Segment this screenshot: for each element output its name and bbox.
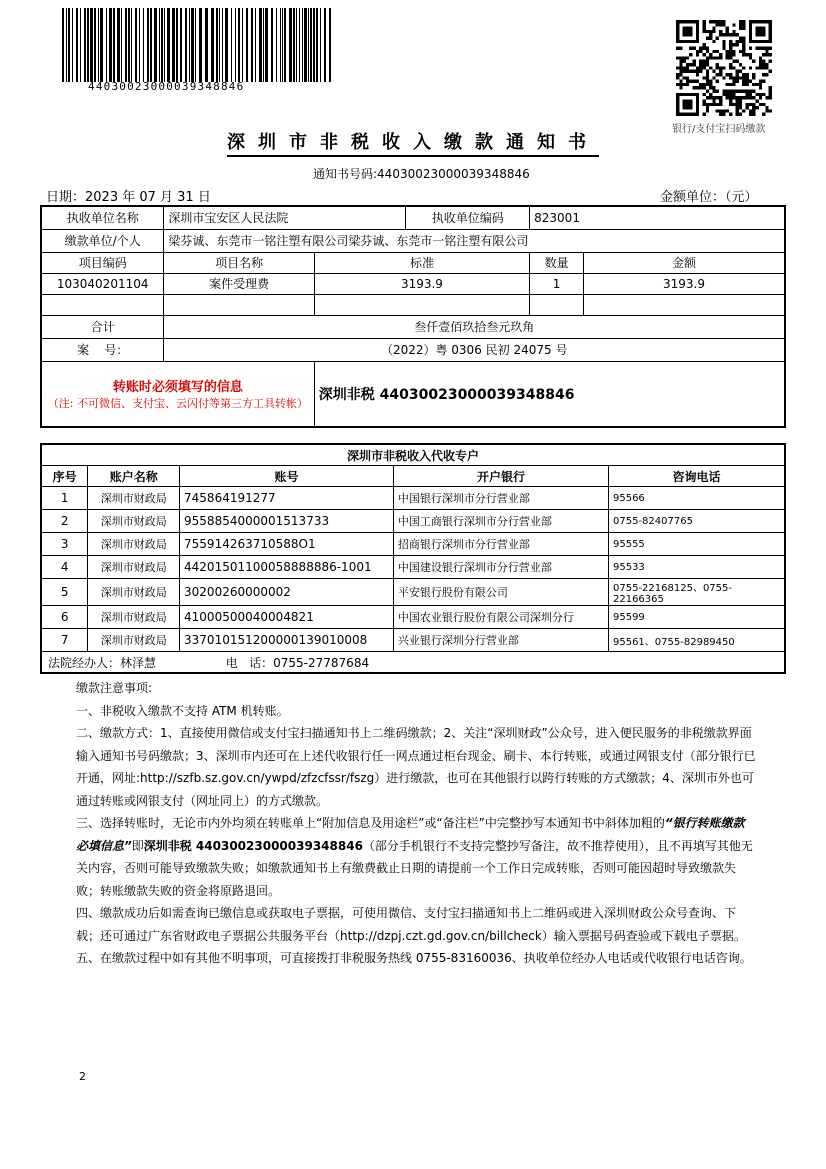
- account-phone: 95561、0755-82989450: [608, 629, 785, 652]
- account-number: 745864191277: [180, 487, 394, 510]
- account-bank: 兴业银行深圳分行营业部: [393, 629, 608, 652]
- col-no: 序号: [41, 466, 88, 487]
- account-no: 7: [41, 629, 88, 652]
- barcode: [62, 8, 340, 82]
- account-name: 深圳市财政局: [88, 606, 180, 629]
- account-name: 深圳市财政局: [88, 510, 180, 533]
- account-number: 41000500040004821: [180, 606, 394, 629]
- payment-table: [40, 205, 786, 428]
- account-phone: 95566: [608, 487, 785, 510]
- table-row: [41, 273, 785, 294]
- handler-label: 法院经办人：: [48, 655, 121, 670]
- transfer-info-value: 深圳非税 44030023000039348846: [314, 361, 785, 427]
- note-1: 一、非税收入缴款不支持 ATM 机转账。: [76, 703, 289, 718]
- col-quantity: 数量: [530, 252, 584, 273]
- transfer-info-title: 转账时必须填写的信息: [112, 380, 243, 396]
- table-row: [41, 487, 785, 510]
- account-bank: 中国建设银行深圳市分行营业部: [393, 556, 608, 579]
- payer-label: 缴款单位/个人: [41, 229, 164, 252]
- col-phone: 咨询电话: [608, 466, 785, 487]
- phone-label: 电 话：: [225, 655, 274, 670]
- issue-date: 日期：2023 年 07 月 31 日: [46, 190, 211, 205]
- table-row: [41, 510, 785, 533]
- payee-value: 深圳市宝安区人民法院: [164, 206, 406, 229]
- table-row: [41, 606, 785, 629]
- account-number: 337010151200000139010008: [180, 629, 394, 652]
- page-title: 深圳市非税收入缴款通知书: [0, 128, 826, 154]
- transfer-info-cell: [41, 361, 314, 427]
- payee-code-label: 执收单位编码: [406, 206, 530, 229]
- total-label: 合计: [41, 315, 164, 338]
- item-quantity: 1: [530, 273, 584, 294]
- account-no: 6: [41, 606, 88, 629]
- notes-heading: 缴款注意事项:: [76, 681, 153, 695]
- case-value: （2022）粤 0306 民初 24075 号: [164, 338, 785, 361]
- item-name: 案件受理费: [164, 273, 314, 294]
- account-number: 9558854000001513733: [180, 510, 394, 533]
- note-2: 二、缴款方式：1、直接使用微信或支付宝扫描通知书上二维码缴款；2、关注“深圳财政”公众号，进入便民服务的非税缴款界面输入通知书号码缴款；3、深圳市内还可在上述代收银行任一网点通过柜台现金、刷卡、本行转账，或通过网银支付（部分银行已开通，网址:http://szfb.sz.gov.cn/ywpd/zfzcfssr/fszg）进行缴款，也可在其他银行以跨行转账的方式缴款；4、深圳市外也可通过转账或网银支付（网址同上）的方式缴款。: [76, 726, 756, 808]
- table-row: [41, 294, 785, 315]
- account-bank: 中国农业银行股份有限公司深圳分行: [393, 606, 608, 629]
- table-row: [41, 556, 785, 579]
- account-no: 5: [41, 579, 88, 606]
- item-amount: 3193.9: [584, 273, 785, 294]
- note-5: 五、在缴款过程中如有其他不明事项，可直接拨打非税服务热线 0755-83160036、执收单位经办人电话或代收银行电话咨询。: [76, 951, 752, 965]
- account-no: 2: [41, 510, 88, 533]
- phone-value: 0755-27787684: [273, 655, 370, 670]
- col-account-number: 账号: [180, 466, 394, 487]
- col-item-name: 项目名称: [164, 252, 314, 273]
- payee-label: 执收单位名称: [41, 206, 164, 229]
- col-amount: 金额: [584, 252, 785, 273]
- handler-name: 林泽慧: [120, 655, 157, 670]
- account-no: 1: [41, 487, 88, 510]
- account-phone: 95599: [608, 606, 785, 629]
- account-phone: 0755-22168125、0755-22166365: [608, 579, 785, 606]
- table-row: [41, 579, 785, 606]
- accounts-title: 深圳市非税收入代收专户: [41, 444, 785, 466]
- table-row: [41, 533, 785, 556]
- col-standard: 标准: [314, 252, 529, 273]
- barcode-number: 44030023000039348846: [88, 80, 245, 93]
- payee-code-value: 823001: [530, 206, 785, 229]
- col-item-code: 项目编码: [41, 252, 164, 273]
- payment-notes: [76, 677, 756, 970]
- accounts-table: [40, 443, 786, 674]
- qr-caption: 银行/支付宝扫码缴款: [672, 124, 766, 135]
- handler-row: [41, 652, 785, 674]
- notice-number: 通知书号码:44030023000039348846: [313, 167, 530, 181]
- account-no: 3: [41, 533, 88, 556]
- account-no: 4: [41, 556, 88, 579]
- note-3: 三、选择转账时，无论市内外均须在转账单上“附加信息及用途栏”或“备注栏”中完整抄写本通知书中斜体加粗的“银行转账缴款必填信息”即深圳非税 44030023000039348846（部分手机银行不支持完整抄写备注，故不推荐使用），且不再填写其他无关内容，否则可能导致缴款失败；如缴款通知书上有缴费截止日期的请提前一个工作日完成转账，否则可能因超时导致缴款失败；转账缴款失败的资金将原路退回。: [76, 816, 753, 898]
- page-number: 2: [79, 1070, 86, 1083]
- item-standard: 3193.9: [314, 273, 529, 294]
- col-bank: 开户银行: [393, 466, 608, 487]
- account-number: 30200260000002: [180, 579, 394, 606]
- payer-value: 梁芬诚、东莞市一铭注塑有限公司梁芬诚、东莞市一铭注塑有限公司: [164, 229, 785, 252]
- item-code: 103040201104: [41, 273, 164, 294]
- account-name: 深圳市财政局: [88, 579, 180, 606]
- total-value: 叁仟壹佰玖拾叁元玖角: [164, 315, 785, 338]
- account-name: 深圳市财政局: [88, 533, 180, 556]
- account-bank: 招商银行深圳市分行营业部: [393, 533, 608, 556]
- transfer-info-note: （注: 不可微信、支付宝、云闪付等第三方工具转帐）: [47, 397, 308, 411]
- account-name: 深圳市财政局: [88, 556, 180, 579]
- account-phone: 95555: [608, 533, 785, 556]
- account-phone: 95533: [608, 556, 785, 579]
- case-label: 案 号：: [41, 338, 164, 361]
- account-bank: 中国工商银行深圳市分行营业部: [393, 510, 608, 533]
- table-row: [41, 629, 785, 652]
- note-4: 四、缴款成功后如需查询已缴信息或获取电子票据，可使用微信、支付宝扫描通知书上二维码或进入深圳财政公众号查询、下载；还可通过广东省财政电子票据公共服务平台（http://dzpj.czt.gd.gov.cn/billcheck）输入票据号码查验或下载电子票据。: [76, 906, 746, 943]
- account-bank: 平安银行股份有限公司: [393, 579, 608, 606]
- col-account-name: 账户名称: [88, 466, 180, 487]
- account-name: 深圳市财政局: [88, 629, 180, 652]
- amount-unit: 金额单位：（元）: [660, 190, 758, 205]
- account-phone: 0755-82407765: [608, 510, 785, 533]
- account-number: 755914263710588O1: [180, 533, 394, 556]
- account-bank: 中国银行深圳市分行营业部: [393, 487, 608, 510]
- account-name: 深圳市财政局: [88, 487, 180, 510]
- account-number: 44201501100058888886-1001: [180, 556, 394, 579]
- qr-code-icon: [676, 20, 772, 116]
